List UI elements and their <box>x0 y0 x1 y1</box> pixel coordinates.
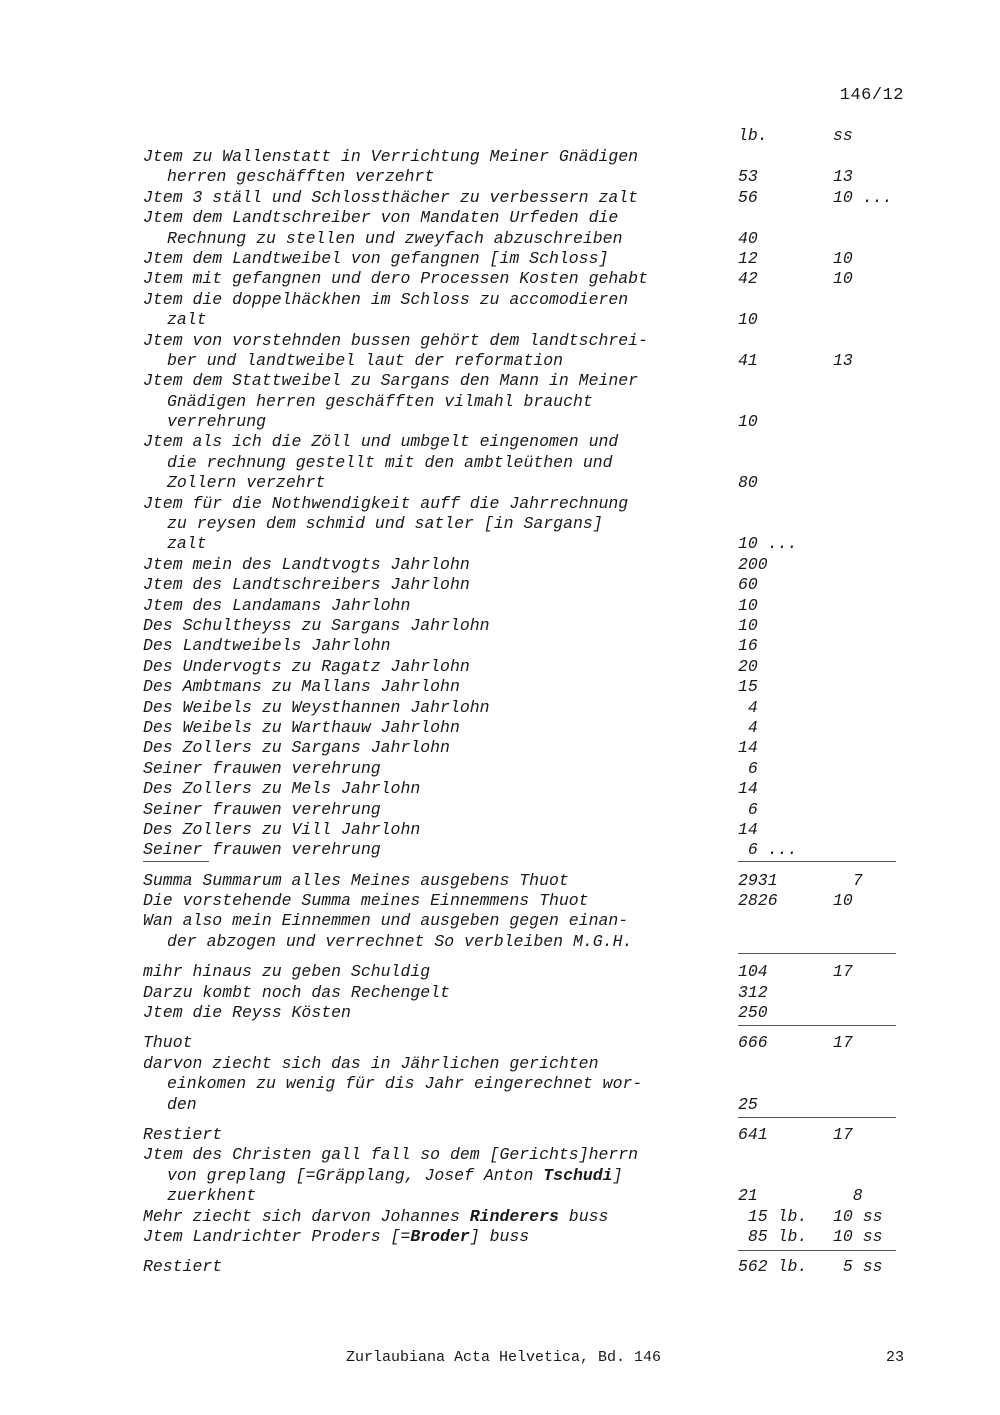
amount-lb: 312 <box>738 982 768 1002</box>
ledger-row <box>143 575 903 595</box>
entry-text: verrehrung <box>167 412 267 432</box>
ledger-row <box>143 911 903 931</box>
amount-lb: 53 <box>738 167 758 187</box>
amount-lb: 10 <box>738 310 758 330</box>
amount-lb: 200 <box>738 554 768 574</box>
entry-text: Des Zollers zu Vill Jahrlohn <box>143 819 421 839</box>
amount-ss: 10 ... <box>833 187 893 207</box>
entry-text: Des Landtweibels Jahrlohn <box>143 636 391 656</box>
amount-lb: 250 <box>738 1003 768 1023</box>
entry-text: Jtem mein des Landtvogts Jahrlohn <box>143 554 470 574</box>
entry-text: Seiner frauwen verehrung <box>143 840 381 860</box>
ledger-row <box>143 392 903 412</box>
ledger-row <box>143 983 903 1003</box>
amount-lb: 14 <box>738 779 758 799</box>
entry-text: Seiner frauwen verehrung <box>143 799 381 819</box>
entry-text: Des Zollers zu Sargans Jahrlohn <box>143 738 450 758</box>
entry-text: Des Schultheyss zu Sargans Jahrlohn <box>143 615 490 635</box>
amount-lb: 4 <box>738 697 758 717</box>
amount-lb: 40 <box>738 228 758 248</box>
ledger-row <box>143 698 903 718</box>
ledger-row <box>143 779 903 799</box>
total-rule <box>738 1250 896 1251</box>
entry-text-part: von greplang [=Gräpplang, Josef Anton <box>167 1165 544 1185</box>
ledger-row <box>143 1166 903 1186</box>
ledger-row <box>143 1033 903 1053</box>
amount-ss: 13 <box>833 350 853 370</box>
ledger-row <box>143 208 903 228</box>
entry-text: Jtem die Reyss Kösten <box>143 1003 351 1023</box>
entry-text: zalt <box>167 310 207 330</box>
amount-lb: 85 lb. <box>738 1226 808 1246</box>
amount-ss: 10 <box>833 269 853 289</box>
amount-ss: 10 <box>833 891 853 911</box>
entry-text: Jtem dem Landtweibel von gefangnen [im Schloss] <box>143 248 609 268</box>
column-header-lb: lb. <box>738 126 768 145</box>
amount-lb: 562 lb. <box>738 1257 808 1277</box>
ledger-row <box>143 840 903 860</box>
ledger-row <box>143 1227 903 1247</box>
footer-title: Zurlaubiana Acta Helvetica, Bd. 146 <box>346 1349 662 1366</box>
entry-text: Jtem zu Wallenstatt in Verrichtung Meiner Gnädigen <box>143 147 639 166</box>
amount-lb: 10 <box>738 615 758 635</box>
entry-text: Jtem des Landtschreibers Jahrlohn <box>143 575 470 595</box>
amount-lb: 15 lb. <box>738 1206 808 1226</box>
amount-lb: 666 <box>738 1033 768 1053</box>
ledger-row <box>143 636 903 656</box>
entry-name-bold: Rinderers <box>469 1206 559 1226</box>
amount-ss: 7 <box>833 870 863 890</box>
ledger-row <box>143 616 903 636</box>
amount-lb: 10 <box>738 412 758 432</box>
amount-lb: 16 <box>738 636 758 656</box>
ledger-row <box>143 1207 903 1227</box>
ledger-row <box>143 249 903 269</box>
ledger-row <box>143 891 903 911</box>
total-rule <box>738 1117 896 1118</box>
amount-lb: 6 ... <box>738 840 798 860</box>
ledger-row <box>143 677 903 697</box>
ledger-row <box>143 932 903 952</box>
entry-text: Jtem als ich die Zöll und umbgelt eingenomen und <box>143 432 619 452</box>
footer-page-number: 23 <box>885 1349 904 1366</box>
entry-text: Jtem mit gefangnen und dero Processen Kosten gehabt <box>143 269 648 289</box>
amount-lb: 104 <box>738 962 768 982</box>
entry-text: Restiert <box>143 1257 223 1277</box>
ledger-row <box>143 534 903 554</box>
amount-lb: 4 <box>738 717 758 737</box>
ledger-row <box>143 188 903 208</box>
entry-text: Darzu kombt noch das Rechengelt <box>143 982 450 1002</box>
amount-lb: 641 <box>738 1124 768 1144</box>
amount-lb: 15 <box>738 677 758 697</box>
ledger-row <box>143 718 903 738</box>
entry-text: Rechnung zu stellen und zweyfach abzuschreiben <box>167 228 623 248</box>
ledger-row <box>143 494 903 514</box>
entry-text-part: Jtem Landrichter Proders [= <box>143 1226 411 1246</box>
amount-ss: 10 <box>833 248 853 268</box>
amount-lb: 2826 <box>738 891 778 911</box>
ledger-row <box>143 596 903 616</box>
ledger-row <box>143 1003 903 1023</box>
total-rule <box>738 1025 896 1026</box>
entry-text: Jtem von vorstehnden bussen gehört dem landtschrei- <box>143 330 648 350</box>
entry-text: Seiner frauwen verehrung <box>143 758 381 778</box>
entry-text: Des Zollers zu Mels Jahrlohn <box>143 779 421 799</box>
ledger-row <box>143 1125 903 1145</box>
amount-lb: 41 <box>738 350 758 370</box>
entry-name-bold: Tschudi <box>543 1165 613 1185</box>
ledger-row <box>143 514 903 534</box>
entry-text: Die vorstehende Summa meines Einnemmens Thuot <box>143 891 589 911</box>
entry-text <box>143 1207 608 1227</box>
entry-text-part: Mehr ziecht sich darvon Johannes <box>143 1206 470 1226</box>
ledger-table <box>143 147 903 1278</box>
entry-text: zuerkhent <box>167 1186 257 1206</box>
ledger-row <box>143 1054 903 1074</box>
entry-text: zalt <box>167 534 207 554</box>
entry-text: Jtem des Christen gall fall so dem [Gerichts]herrn <box>143 1145 639 1165</box>
amount-lb: 21 <box>738 1186 758 1206</box>
ledger-row <box>143 1095 903 1115</box>
entry-text: einkomen zu wenig für dis Jahr eingerechnet wor- <box>167 1074 643 1094</box>
ledger-row <box>143 453 903 473</box>
amount-ss: 17 <box>833 1033 853 1053</box>
entry-text: darvon ziecht sich das in Jährlichen gerichten <box>143 1053 599 1073</box>
ledger-row <box>143 310 903 330</box>
entry-text: Zollern verzehrt <box>167 473 326 493</box>
ledger-row <box>143 738 903 758</box>
amount-lb: 42 <box>738 269 758 289</box>
amount-lb: 10 <box>738 595 758 615</box>
entry-text: Des Ambtmans zu Mallans Jahrlohn <box>143 677 460 697</box>
total-rule <box>738 953 896 954</box>
entry-text: die rechnung gestellt mit den ambtleüthen und <box>167 452 613 472</box>
ledger-row <box>143 167 903 187</box>
ledger-row <box>143 331 903 351</box>
ledger-row <box>143 555 903 575</box>
entry-text: Jtem 3 ställ und Schlossthächer zu verbessern zalt <box>143 187 639 207</box>
entry-text: ber und landtweibel laut der reformation <box>167 350 564 370</box>
amount-lb: 80 <box>738 473 758 493</box>
amount-lb: 2931 <box>738 870 778 890</box>
ledger-row <box>143 1145 903 1165</box>
entry-text-part: buss <box>558 1206 609 1226</box>
entry-text: Thuot <box>143 1033 193 1053</box>
ledger-row <box>143 657 903 677</box>
ledger-row <box>143 371 903 391</box>
amount-ss: 13 <box>833 167 853 187</box>
ledger-row <box>143 820 903 840</box>
entry-text: der abzogen und verrechnet So verbleiben M.G.H. <box>167 931 633 951</box>
entry-text: Jtem für die Nothwendigkeit auff die Jahrrechnung <box>143 493 629 513</box>
ledger-row <box>143 269 903 289</box>
amount-lb: 6 <box>738 799 758 819</box>
amount-ss: 17 <box>833 962 853 982</box>
folio-number: 146/12 <box>839 86 904 105</box>
short-rule <box>143 861 209 862</box>
amount-lb: 6 <box>738 758 758 778</box>
amount-lb: 56 <box>738 187 758 207</box>
total-rule <box>738 861 896 862</box>
entry-name-bold: Broder <box>410 1226 470 1246</box>
ledger-row <box>143 759 903 779</box>
ledger-row <box>143 290 903 310</box>
entry-text: Des Weibels zu Warthauw Jahrlohn <box>143 717 460 737</box>
amount-ss: 8 <box>833 1186 863 1206</box>
ledger-row <box>143 962 903 982</box>
amount-ss: 10 ss <box>833 1206 883 1226</box>
entry-text-part: ] <box>612 1165 623 1185</box>
amount-ss: 10 ss <box>833 1226 883 1246</box>
ledger-row <box>143 412 903 432</box>
entry-text: Restiert <box>143 1124 223 1144</box>
ledger-row <box>143 229 903 249</box>
amount-lb: 10 ... <box>738 534 798 554</box>
ledger-row <box>143 147 903 167</box>
entry-text: zu reysen dem schmid und satler [in Sargans] <box>167 514 603 534</box>
entry-text: Jtem des Landamans Jahrlohn <box>143 595 411 615</box>
amount-lb: 12 <box>738 248 758 268</box>
amount-lb: 20 <box>738 656 758 676</box>
entry-text <box>143 1227 529 1247</box>
amount-lb: 14 <box>738 738 758 758</box>
entry-text: Jtem dem Landtschreiber von Mandaten Urfeden die <box>143 208 619 228</box>
column-header-ss: ss <box>833 126 853 145</box>
ledger-row <box>143 871 903 891</box>
entry-text: den <box>167 1094 197 1114</box>
ledger-row <box>143 1257 903 1277</box>
entry-text: mihr hinaus zu geben Schuldig <box>143 962 431 982</box>
amount-lb: 25 <box>738 1094 758 1114</box>
entry-text: Wan also mein Einnemmen und ausgeben gegen einan- <box>143 911 629 931</box>
entry-text: Jtem die doppelhäckhen im Schloss zu accomodieren <box>143 289 629 309</box>
entry-text: herren geschäfften verzehrt <box>167 167 435 187</box>
ledger-row <box>143 1186 903 1206</box>
entry-text: Des Weibels zu Weysthannen Jahrlohn <box>143 697 490 717</box>
amount-lb: 60 <box>738 575 758 595</box>
amount-lb: 14 <box>738 819 758 839</box>
ledger-row <box>143 351 903 371</box>
entry-text: Summa Summarum alles Meines ausgebens Thuot <box>143 870 569 890</box>
entry-text: Des Undervogts zu Ragatz Jahrlohn <box>143 656 470 676</box>
entry-text: Gnädigen herren geschäfften vilmahl braucht <box>167 391 593 411</box>
entry-text-part: ] buss <box>469 1226 530 1246</box>
ledger-row <box>143 800 903 820</box>
entry-text <box>143 1166 622 1186</box>
ledger-row <box>143 1074 903 1094</box>
amount-ss: 5 ss <box>833 1257 883 1277</box>
amount-ss: 17 <box>833 1124 853 1144</box>
ledger-row <box>143 432 903 452</box>
entry-text: Jtem dem Stattweibel zu Sargans den Mann in Meiner <box>143 371 639 391</box>
ledger-row <box>143 473 903 493</box>
